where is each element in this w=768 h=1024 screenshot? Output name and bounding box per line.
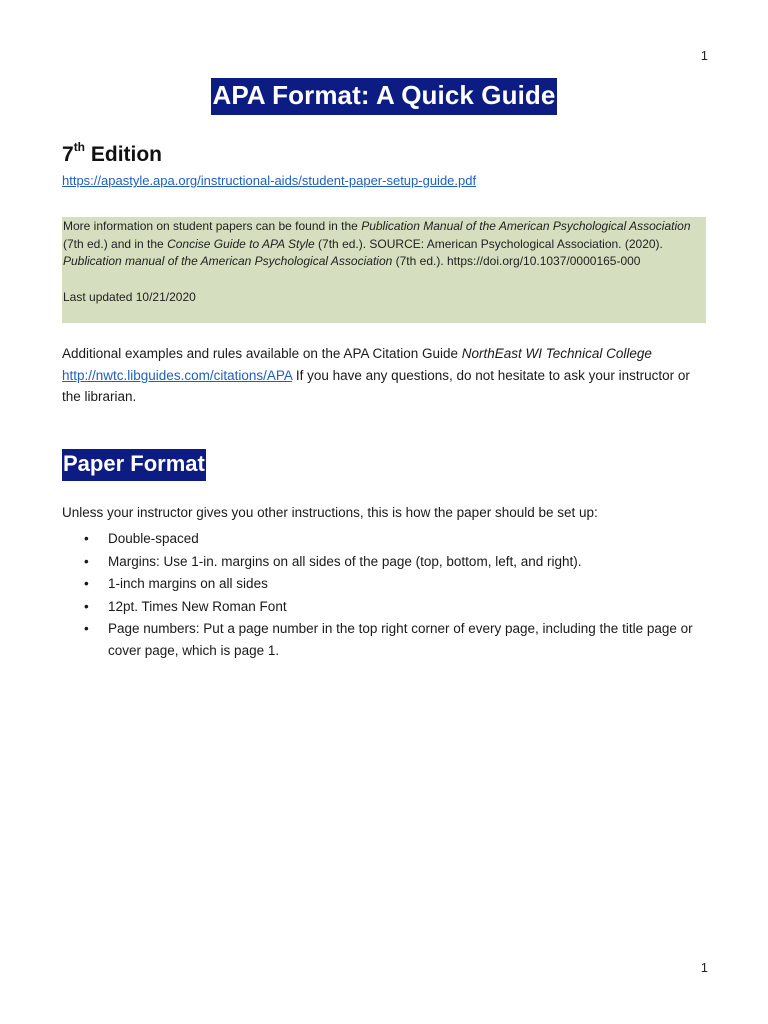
edition-heading — [62, 142, 162, 167]
list-item-text: 12pt. Times New Roman Font — [108, 598, 287, 614]
title-wrapper — [0, 78, 768, 115]
spacer — [63, 271, 702, 289]
format-list — [62, 528, 712, 663]
bullet-icon: • — [84, 553, 89, 569]
bullet-icon: • — [84, 598, 89, 614]
college-name: NorthEast WI Technical College — [461, 346, 652, 361]
list-item — [62, 618, 712, 662]
page-number-top: 1 — [700, 48, 708, 63]
list-item — [62, 596, 712, 618]
source-text-2: (7th ed.) and in the — [63, 236, 168, 251]
additional-text-1: Additional examples and rules available on the APA Citation Guide — [62, 346, 462, 361]
list-item-text: Margins: Use 1-in. margins on all sides of the page (top, bottom, left, and right). — [108, 553, 582, 569]
list-item-text: Double-spaced — [108, 531, 199, 546]
source-text-4: (7th ed.). https://doi.org/10.1037/0000165-000 — [392, 254, 641, 269]
list-item-text: 1-inch margins on all sides — [108, 576, 268, 591]
student-paper-guide-link[interactable]: https://apastyle.apa.org/instructional-aids/student-paper-setup-guide.pdf — [62, 173, 477, 188]
section-heading-paper-format: Paper Format — [62, 449, 206, 481]
edition-suffix: th — [73, 140, 86, 154]
source-text-1: More information on student papers can be found in the — [63, 219, 362, 233]
list-item — [62, 528, 712, 550]
edition-number: 7 — [62, 143, 74, 166]
format-intro: Unless your instructor gives you other instructions, this is how the paper should be set up: — [62, 505, 598, 520]
last-updated: Last updated 10/21/2020 — [63, 289, 196, 304]
edition-label: Edition — [90, 143, 163, 166]
bullet-icon: • — [84, 621, 89, 636]
additional-text-2: If you have any questions, do not hesitate to ask your instructor or the librarian. — [62, 367, 690, 404]
source-text-3: (7th ed.). SOURCE: American Psychological Association. (2020). — [314, 236, 663, 251]
source-title-3: Publication manual of the American Psychological Association — [63, 254, 393, 269]
source-info-box — [62, 217, 706, 323]
list-item-text: Page numbers: Put a page number in the top right corner of every page, including the title page or cover page, which is page 1. — [108, 621, 693, 658]
additional-info-paragraph — [62, 343, 712, 408]
page-number-bottom: 1 — [700, 960, 708, 975]
bullet-icon: • — [84, 576, 89, 591]
source-title-1: Publication Manual of the American Psychological Association — [361, 219, 691, 233]
document-title: APA Format: A Quick Guide — [211, 78, 558, 115]
bullet-icon: • — [84, 531, 89, 546]
list-item — [62, 573, 712, 595]
citation-guide-link[interactable]: http://nwtc.libguides.com/citations/APA — [62, 367, 293, 383]
source-title-2: Concise Guide to APA Style — [167, 236, 315, 251]
list-item — [62, 551, 712, 573]
source-paragraph — [63, 218, 702, 271]
